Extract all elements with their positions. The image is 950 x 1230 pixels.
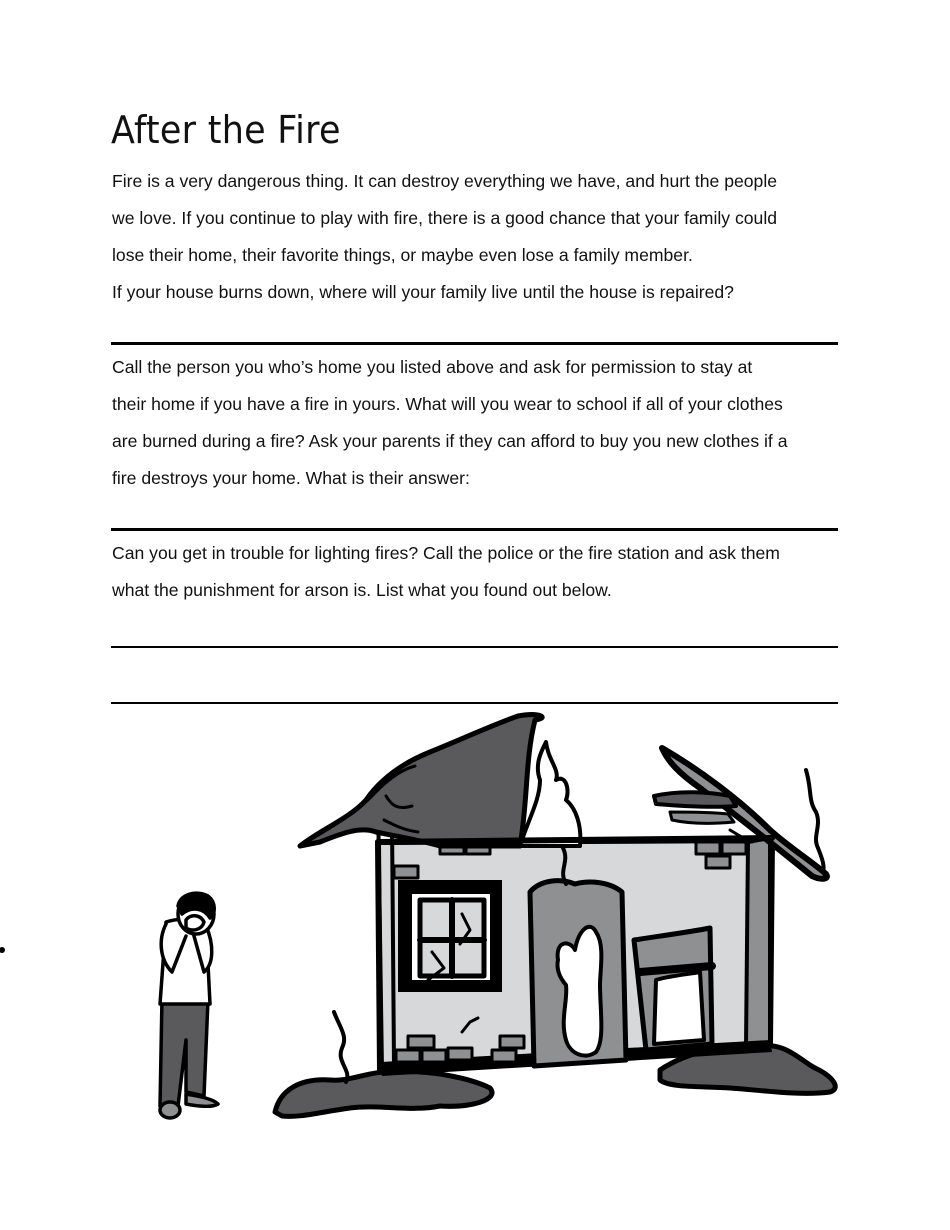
burned-house-illustration (0, 700, 950, 1140)
ink-dot (0, 947, 5, 953)
text-line: fire destroys your home. What is their answer: (112, 468, 470, 488)
text-line: what the punishment for arson is. List what you found out below. (112, 580, 612, 600)
text-line: we love. If you continue to play with fire, there is a good chance that your family could (112, 208, 778, 228)
question-text: If your house burns down, where will your family live until the house is repaired? (112, 282, 734, 302)
broken-window-icon (398, 880, 502, 992)
roof-icon (300, 715, 542, 846)
page-title: After the Fire (111, 108, 341, 152)
text-line: Can you get in trouble for lighting fires? Call the police or the fire station and ask them (112, 543, 780, 563)
clothes-paragraph (112, 349, 852, 497)
crying-boy-icon (160, 893, 218, 1118)
answer-line[interactable] (111, 342, 838, 345)
text-line: are burned during a fire? Ask your parents if they can afford to buy you new clothes if a (112, 431, 788, 451)
answer-line[interactable] (111, 646, 838, 648)
text-line: their home if you have a fire in yours. What will you wear to school if all of your clothes (112, 394, 783, 414)
text-line: Fire is a very dangerous thing. It can destroy everything we have, and hurt the people (112, 171, 778, 191)
text-line: Call the person you who’s home you listed above and ask for permission to stay at (112, 357, 753, 377)
text-line: lose their home, their favorite things, or maybe even lose a family member. (112, 245, 693, 265)
intro-paragraph (112, 163, 852, 311)
wall-column (746, 838, 770, 1046)
arson-paragraph (112, 535, 852, 609)
broken-window-icon (634, 928, 712, 1050)
answer-line[interactable] (111, 528, 838, 531)
